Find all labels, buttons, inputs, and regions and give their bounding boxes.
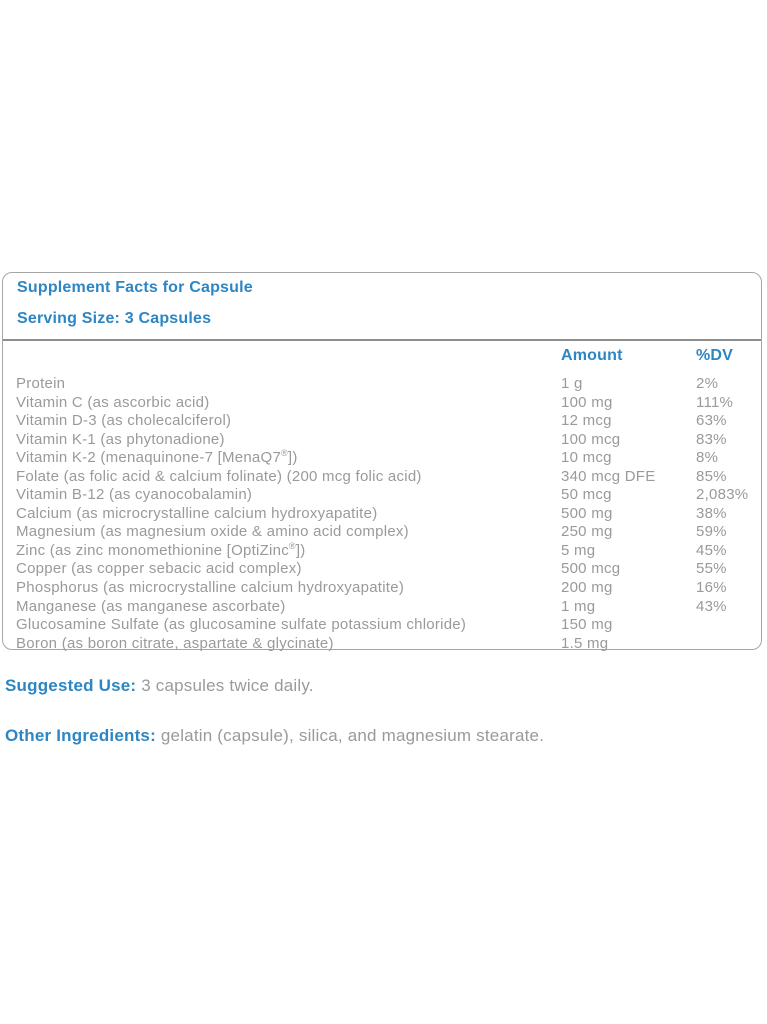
table-row: [3, 523, 761, 542]
nutrient-dv: 16%: [696, 579, 727, 597]
table-row: [3, 412, 761, 431]
table-row: [3, 579, 761, 598]
table-row: [3, 486, 761, 505]
table-row: [3, 635, 761, 654]
nutrient-dv: 8%: [696, 449, 719, 467]
suggested-use-text: 3 capsules twice daily.: [141, 676, 314, 695]
nutrient-dv: [696, 635, 761, 654]
table-row: [3, 468, 761, 487]
nutrient-amount: 500 mg: [561, 504, 613, 522]
facts-title: Supplement Facts for Capsule: [17, 279, 253, 296]
nutrient-dv: 2,083%: [696, 486, 749, 504]
nutrient-dv: 59%: [696, 523, 727, 541]
nutrient-name: Glucosamine Sulfate (as glucosamine sulfate potassium chloride): [16, 616, 467, 634]
other-ingredients-label: Other Ingredients:: [5, 726, 156, 745]
table-row: [3, 598, 761, 617]
table-row: [3, 560, 761, 579]
nutrient-name: Phosphorus (as microcrystalline calcium hydroxyapatite): [16, 579, 405, 597]
nutrient-dv: 55%: [696, 560, 727, 578]
nutrient-name: Zinc (as zinc monomethionine [OptiZinc®]): [16, 540, 306, 559]
column-spacer: [16, 347, 561, 365]
nutrient-amount: 1.5 mg: [561, 634, 609, 652]
nutrient-amount: 1 mg: [561, 597, 596, 615]
facts-table-body: [3, 375, 761, 653]
nutrient-amount: 250 mg: [561, 523, 613, 541]
nutrient-name: Vitamin K-2 (menaquinone-7 [MenaQ7®]): [16, 448, 298, 467]
table-row: [3, 394, 761, 413]
table-row: [3, 431, 761, 450]
supplement-facts-panel: [2, 272, 762, 650]
table-row: [3, 616, 761, 635]
nutrient-dv: 85%: [696, 467, 727, 485]
nutrient-dv: 45%: [696, 541, 727, 559]
nutrient-amount: 1 g: [561, 375, 583, 392]
serving-size: Serving Size: 3 Capsules: [17, 310, 212, 327]
nutrient-amount: 100 mcg: [561, 430, 621, 448]
nutrient-name: Manganese (as manganese ascorbate): [16, 597, 286, 615]
nutrient-name: Protein: [16, 375, 66, 392]
nutrient-amount: 50 mcg: [561, 486, 612, 504]
nutrient-name: Calcium (as microcrystalline calcium hydroxyapatite): [16, 504, 378, 522]
nutrient-dv: 43%: [696, 597, 727, 615]
nutrient-name: Boron (as boron citrate, aspartate & glycinate): [16, 634, 334, 652]
nutrient-amount: 500 mcg: [561, 560, 621, 578]
suggested-use-label: Suggested Use:: [5, 676, 137, 695]
nutrient-amount: 5 mg: [561, 541, 596, 559]
nutrient-name: Vitamin B-12 (as cyanocobalamin): [16, 486, 253, 504]
table-row: [3, 449, 761, 468]
nutrient-dv: [696, 616, 761, 635]
nutrient-name: Folate (as folic acid & calcium folinate) (200 mcg folic acid): [16, 467, 422, 485]
table-row: [3, 505, 761, 524]
other-ingredients-line: [5, 726, 544, 746]
nutrient-dv: 38%: [696, 504, 727, 522]
nutrient-amount: 12 mcg: [561, 412, 612, 430]
suggested-use-line: [5, 676, 314, 696]
nutrient-amount: 100 mg: [561, 393, 613, 411]
column-header-amount: Amount: [561, 347, 623, 364]
nutrient-name: Vitamin K-1 (as phytonadione): [16, 430, 225, 448]
table-row: [3, 542, 761, 561]
nutrient-name: Magnesium (as magnesium oxide & amino acid complex): [16, 523, 409, 541]
nutrient-dv: 83%: [696, 430, 727, 448]
nutrient-amount: 10 mcg: [561, 449, 612, 467]
nutrient-amount: 200 mg: [561, 579, 613, 597]
nutrient-dv: 111%: [696, 393, 734, 411]
nutrient-name: Copper (as copper sebacic acid complex): [16, 560, 302, 578]
column-header-dv: %DV: [696, 347, 734, 364]
nutrient-name: Vitamin D-3 (as cholecalciferol): [16, 412, 232, 430]
nutrient-name: Vitamin C (as ascorbic acid): [16, 393, 210, 411]
other-ingredients-text: gelatin (capsule), silica, and magnesium stearate.: [160, 726, 545, 745]
table-row: [3, 375, 761, 394]
nutrient-dv: 2%: [696, 375, 719, 392]
nutrient-dv: 63%: [696, 412, 727, 430]
nutrient-amount: 340 mcg DFE: [561, 467, 656, 485]
facts-header: [3, 273, 761, 341]
table-header-row: [3, 341, 761, 375]
nutrient-amount: 150 mg: [561, 616, 613, 634]
